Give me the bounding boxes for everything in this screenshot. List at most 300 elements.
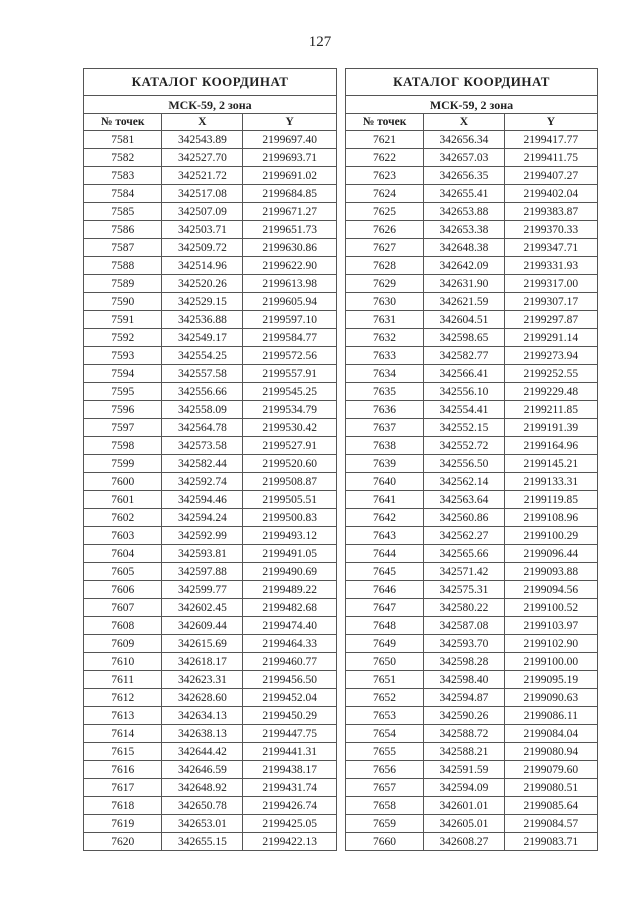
table-row bbox=[84, 293, 337, 311]
y-coordinate: 2199307.17 bbox=[504, 293, 597, 311]
y-coordinate: 2199597.10 bbox=[243, 311, 337, 329]
point-number: 7603 bbox=[84, 527, 162, 545]
header-point-number: № точек bbox=[84, 114, 162, 131]
table-row bbox=[346, 473, 598, 491]
x-coordinate: 342642.09 bbox=[424, 257, 505, 275]
x-coordinate: 342594.09 bbox=[424, 779, 505, 797]
x-coordinate: 342556.66 bbox=[162, 383, 243, 401]
point-number: 7650 bbox=[346, 653, 424, 671]
x-coordinate: 342594.24 bbox=[162, 509, 243, 527]
table-row bbox=[84, 545, 337, 563]
table-row bbox=[346, 761, 598, 779]
table-row bbox=[84, 797, 337, 815]
table-row bbox=[84, 617, 337, 635]
x-coordinate: 342591.59 bbox=[424, 761, 505, 779]
point-number: 7620 bbox=[84, 833, 162, 851]
point-number: 7607 bbox=[84, 599, 162, 617]
x-coordinate: 342631.90 bbox=[424, 275, 505, 293]
table-row bbox=[84, 725, 337, 743]
x-coordinate: 342593.81 bbox=[162, 545, 243, 563]
point-number: 7645 bbox=[346, 563, 424, 581]
x-coordinate: 342509.72 bbox=[162, 239, 243, 257]
y-coordinate: 2199508.87 bbox=[243, 473, 337, 491]
y-coordinate: 2199273.94 bbox=[504, 347, 597, 365]
table-row bbox=[84, 203, 337, 221]
y-coordinate: 2199347.71 bbox=[504, 239, 597, 257]
point-number: 7619 bbox=[84, 815, 162, 833]
point-number: 7622 bbox=[346, 149, 424, 167]
x-coordinate: 342623.31 bbox=[162, 671, 243, 689]
y-coordinate: 2199411.75 bbox=[504, 149, 597, 167]
point-number: 7655 bbox=[346, 743, 424, 761]
point-number: 7601 bbox=[84, 491, 162, 509]
point-number: 7581 bbox=[84, 131, 162, 149]
x-coordinate: 342562.14 bbox=[424, 473, 505, 491]
point-number: 7596 bbox=[84, 401, 162, 419]
table-row bbox=[84, 383, 337, 401]
y-coordinate: 2199651.73 bbox=[243, 221, 337, 239]
point-number: 7586 bbox=[84, 221, 162, 239]
y-coordinate: 2199474.40 bbox=[243, 617, 337, 635]
x-coordinate: 342536.88 bbox=[162, 311, 243, 329]
x-coordinate: 342563.64 bbox=[424, 491, 505, 509]
zone-label: МСК-59, 2 зона bbox=[84, 96, 337, 114]
point-number: 7649 bbox=[346, 635, 424, 653]
table-row bbox=[84, 509, 337, 527]
table-row bbox=[346, 617, 598, 635]
table-row bbox=[84, 455, 337, 473]
table-row bbox=[84, 707, 337, 725]
x-coordinate: 342503.71 bbox=[162, 221, 243, 239]
x-coordinate: 342575.31 bbox=[424, 581, 505, 599]
x-coordinate: 342650.78 bbox=[162, 797, 243, 815]
y-coordinate: 2199093.88 bbox=[504, 563, 597, 581]
table-row bbox=[84, 131, 337, 149]
point-number: 7653 bbox=[346, 707, 424, 725]
point-number: 7595 bbox=[84, 383, 162, 401]
table-row bbox=[346, 131, 598, 149]
point-number: 7629 bbox=[346, 275, 424, 293]
y-coordinate: 2199493.12 bbox=[243, 527, 337, 545]
y-coordinate: 2199622.90 bbox=[243, 257, 337, 275]
x-coordinate: 342521.72 bbox=[162, 167, 243, 185]
table-row bbox=[84, 347, 337, 365]
table-row bbox=[346, 563, 598, 581]
x-coordinate: 342615.69 bbox=[162, 635, 243, 653]
table-row bbox=[346, 185, 598, 203]
table-row bbox=[84, 419, 337, 437]
point-number: 7602 bbox=[84, 509, 162, 527]
x-coordinate: 342588.72 bbox=[424, 725, 505, 743]
table-row bbox=[346, 599, 598, 617]
table-row bbox=[84, 401, 337, 419]
y-coordinate: 2199096.44 bbox=[504, 545, 597, 563]
x-coordinate: 342656.35 bbox=[424, 167, 505, 185]
y-coordinate: 2199422.13 bbox=[243, 833, 337, 851]
point-number: 7582 bbox=[84, 149, 162, 167]
table-row bbox=[346, 491, 598, 509]
table-row bbox=[84, 491, 337, 509]
x-coordinate: 342514.96 bbox=[162, 257, 243, 275]
point-number: 7657 bbox=[346, 779, 424, 797]
y-coordinate: 2199084.57 bbox=[504, 815, 597, 833]
zone-row bbox=[84, 96, 337, 114]
x-coordinate: 342552.72 bbox=[424, 437, 505, 455]
point-number: 7630 bbox=[346, 293, 424, 311]
point-number: 7613 bbox=[84, 707, 162, 725]
y-coordinate: 2199425.05 bbox=[243, 815, 337, 833]
y-coordinate: 2199119.85 bbox=[504, 491, 597, 509]
y-coordinate: 2199438.17 bbox=[243, 761, 337, 779]
header-x: X bbox=[162, 114, 243, 131]
table-row bbox=[84, 743, 337, 761]
y-coordinate: 2199402.04 bbox=[504, 185, 597, 203]
table-row bbox=[84, 329, 337, 347]
x-coordinate: 342517.08 bbox=[162, 185, 243, 203]
table-row bbox=[84, 599, 337, 617]
table-row bbox=[84, 239, 337, 257]
x-coordinate: 342554.25 bbox=[162, 347, 243, 365]
table-row bbox=[346, 545, 598, 563]
point-number: 7626 bbox=[346, 221, 424, 239]
y-coordinate: 2199464.33 bbox=[243, 635, 337, 653]
point-number: 7646 bbox=[346, 581, 424, 599]
table-row bbox=[346, 383, 598, 401]
point-number: 7651 bbox=[346, 671, 424, 689]
table-row bbox=[346, 689, 598, 707]
table-row bbox=[84, 473, 337, 491]
y-coordinate: 2199431.74 bbox=[243, 779, 337, 797]
point-number: 7623 bbox=[346, 167, 424, 185]
header-y: Y bbox=[504, 114, 597, 131]
x-coordinate: 342543.89 bbox=[162, 131, 243, 149]
y-coordinate: 2199490.69 bbox=[243, 563, 337, 581]
table-row bbox=[84, 563, 337, 581]
point-number: 7636 bbox=[346, 401, 424, 419]
x-coordinate: 342646.59 bbox=[162, 761, 243, 779]
point-number: 7628 bbox=[346, 257, 424, 275]
table-title: КАТАЛОГ КООРДИНАТ bbox=[84, 69, 337, 96]
x-coordinate: 342621.59 bbox=[424, 293, 505, 311]
point-number: 7585 bbox=[84, 203, 162, 221]
table-row bbox=[84, 653, 337, 671]
table-row bbox=[346, 239, 598, 257]
y-coordinate: 2199456.50 bbox=[243, 671, 337, 689]
y-coordinate: 2199079.60 bbox=[504, 761, 597, 779]
point-number: 7589 bbox=[84, 275, 162, 293]
table-row bbox=[84, 437, 337, 455]
column-header-row bbox=[84, 114, 337, 131]
x-coordinate: 342599.77 bbox=[162, 581, 243, 599]
y-coordinate: 2199317.00 bbox=[504, 275, 597, 293]
y-coordinate: 2199557.91 bbox=[243, 365, 337, 383]
point-number: 7617 bbox=[84, 779, 162, 797]
point-number: 7611 bbox=[84, 671, 162, 689]
x-coordinate: 342590.26 bbox=[424, 707, 505, 725]
point-number: 7584 bbox=[84, 185, 162, 203]
x-coordinate: 342648.38 bbox=[424, 239, 505, 257]
point-number: 7642 bbox=[346, 509, 424, 527]
point-number: 7648 bbox=[346, 617, 424, 635]
x-coordinate: 342597.88 bbox=[162, 563, 243, 581]
y-coordinate: 2199297.87 bbox=[504, 311, 597, 329]
y-coordinate: 2199613.98 bbox=[243, 275, 337, 293]
point-number: 7599 bbox=[84, 455, 162, 473]
x-coordinate: 342592.99 bbox=[162, 527, 243, 545]
table-row bbox=[346, 815, 598, 833]
point-number: 7616 bbox=[84, 761, 162, 779]
y-coordinate: 2199164.96 bbox=[504, 437, 597, 455]
x-coordinate: 342628.60 bbox=[162, 689, 243, 707]
table-row bbox=[84, 365, 337, 383]
table-title: КАТАЛОГ КООРДИНАТ bbox=[346, 69, 598, 96]
x-coordinate: 342601.01 bbox=[424, 797, 505, 815]
x-coordinate: 342602.45 bbox=[162, 599, 243, 617]
y-coordinate: 2199482.68 bbox=[243, 599, 337, 617]
x-coordinate: 342618.17 bbox=[162, 653, 243, 671]
x-coordinate: 342605.01 bbox=[424, 815, 505, 833]
point-number: 7638 bbox=[346, 437, 424, 455]
point-number: 7640 bbox=[346, 473, 424, 491]
y-coordinate: 2199094.56 bbox=[504, 581, 597, 599]
coordinate-table-right bbox=[345, 68, 598, 851]
y-coordinate: 2199080.51 bbox=[504, 779, 597, 797]
x-coordinate: 342552.15 bbox=[424, 419, 505, 437]
y-coordinate: 2199630.86 bbox=[243, 239, 337, 257]
y-coordinate: 2199407.27 bbox=[504, 167, 597, 185]
table-row bbox=[84, 581, 337, 599]
x-coordinate: 342644.42 bbox=[162, 743, 243, 761]
table-row bbox=[346, 293, 598, 311]
point-number: 7594 bbox=[84, 365, 162, 383]
x-coordinate: 342562.27 bbox=[424, 527, 505, 545]
point-number: 7587 bbox=[84, 239, 162, 257]
table-row bbox=[84, 815, 337, 833]
x-coordinate: 342565.66 bbox=[424, 545, 505, 563]
y-coordinate: 2199530.42 bbox=[243, 419, 337, 437]
y-coordinate: 2199145.21 bbox=[504, 455, 597, 473]
y-coordinate: 2199080.94 bbox=[504, 743, 597, 761]
x-coordinate: 342558.09 bbox=[162, 401, 243, 419]
table-row bbox=[84, 311, 337, 329]
table-row bbox=[346, 419, 598, 437]
y-coordinate: 2199684.85 bbox=[243, 185, 337, 203]
point-number: 7600 bbox=[84, 473, 162, 491]
point-number: 7583 bbox=[84, 167, 162, 185]
x-coordinate: 342656.34 bbox=[424, 131, 505, 149]
y-coordinate: 2199103.97 bbox=[504, 617, 597, 635]
table-title-row bbox=[346, 69, 598, 96]
point-number: 7612 bbox=[84, 689, 162, 707]
x-coordinate: 342556.10 bbox=[424, 383, 505, 401]
point-number: 7627 bbox=[346, 239, 424, 257]
x-coordinate: 342604.51 bbox=[424, 311, 505, 329]
table-row bbox=[346, 365, 598, 383]
table-row bbox=[346, 329, 598, 347]
y-coordinate: 2199605.94 bbox=[243, 293, 337, 311]
table-row bbox=[346, 455, 598, 473]
y-coordinate: 2199691.02 bbox=[243, 167, 337, 185]
x-coordinate: 342560.86 bbox=[424, 509, 505, 527]
y-coordinate: 2199370.33 bbox=[504, 221, 597, 239]
table-row bbox=[346, 203, 598, 221]
table-row bbox=[346, 653, 598, 671]
y-coordinate: 2199417.77 bbox=[504, 131, 597, 149]
table-row bbox=[346, 347, 598, 365]
header-x: X bbox=[424, 114, 505, 131]
y-coordinate: 2199426.74 bbox=[243, 797, 337, 815]
table-row bbox=[346, 149, 598, 167]
point-number: 7632 bbox=[346, 329, 424, 347]
y-coordinate: 2199133.31 bbox=[504, 473, 597, 491]
y-coordinate: 2199191.39 bbox=[504, 419, 597, 437]
x-coordinate: 342527.70 bbox=[162, 149, 243, 167]
table-row bbox=[346, 581, 598, 599]
x-coordinate: 342556.50 bbox=[424, 455, 505, 473]
header-y: Y bbox=[243, 114, 337, 131]
point-number: 7654 bbox=[346, 725, 424, 743]
table-row bbox=[346, 797, 598, 815]
x-coordinate: 342582.77 bbox=[424, 347, 505, 365]
y-coordinate: 2199085.64 bbox=[504, 797, 597, 815]
point-number: 7615 bbox=[84, 743, 162, 761]
point-number: 7609 bbox=[84, 635, 162, 653]
y-coordinate: 2199452.04 bbox=[243, 689, 337, 707]
table-row bbox=[346, 779, 598, 797]
y-coordinate: 2199100.29 bbox=[504, 527, 597, 545]
table-row bbox=[84, 275, 337, 293]
x-coordinate: 342598.40 bbox=[424, 671, 505, 689]
point-number: 7593 bbox=[84, 347, 162, 365]
y-coordinate: 2199450.29 bbox=[243, 707, 337, 725]
y-coordinate: 2199100.52 bbox=[504, 599, 597, 617]
point-number: 7608 bbox=[84, 617, 162, 635]
y-coordinate: 2199211.85 bbox=[504, 401, 597, 419]
table-row bbox=[346, 401, 598, 419]
point-number: 7614 bbox=[84, 725, 162, 743]
x-coordinate: 342564.78 bbox=[162, 419, 243, 437]
y-coordinate: 2199095.19 bbox=[504, 671, 597, 689]
table-body bbox=[84, 69, 337, 851]
point-number: 7597 bbox=[84, 419, 162, 437]
point-number: 7604 bbox=[84, 545, 162, 563]
table-body bbox=[346, 69, 598, 851]
table-row bbox=[346, 527, 598, 545]
point-number: 7641 bbox=[346, 491, 424, 509]
y-coordinate: 2199090.63 bbox=[504, 689, 597, 707]
y-coordinate: 2199447.75 bbox=[243, 725, 337, 743]
x-coordinate: 342657.03 bbox=[424, 149, 505, 167]
x-coordinate: 342529.15 bbox=[162, 293, 243, 311]
point-number: 7631 bbox=[346, 311, 424, 329]
y-coordinate: 2199102.90 bbox=[504, 635, 597, 653]
y-coordinate: 2199520.60 bbox=[243, 455, 337, 473]
table-row bbox=[84, 689, 337, 707]
table-row bbox=[346, 509, 598, 527]
y-coordinate: 2199491.05 bbox=[243, 545, 337, 563]
y-coordinate: 2199697.40 bbox=[243, 131, 337, 149]
x-coordinate: 342582.44 bbox=[162, 455, 243, 473]
point-number: 7637 bbox=[346, 419, 424, 437]
y-coordinate: 2199291.14 bbox=[504, 329, 597, 347]
point-number: 7625 bbox=[346, 203, 424, 221]
table-row bbox=[84, 167, 337, 185]
point-number: 7658 bbox=[346, 797, 424, 815]
table-row bbox=[346, 311, 598, 329]
point-number: 7644 bbox=[346, 545, 424, 563]
x-coordinate: 342634.13 bbox=[162, 707, 243, 725]
x-coordinate: 342594.87 bbox=[424, 689, 505, 707]
point-number: 7660 bbox=[346, 833, 424, 851]
x-coordinate: 342549.17 bbox=[162, 329, 243, 347]
table-row bbox=[84, 185, 337, 203]
table-title-row bbox=[84, 69, 337, 96]
zone-row bbox=[346, 96, 598, 114]
y-coordinate: 2199331.93 bbox=[504, 257, 597, 275]
point-number: 7590 bbox=[84, 293, 162, 311]
x-coordinate: 342655.15 bbox=[162, 833, 243, 851]
header-point-number: № точек bbox=[346, 114, 424, 131]
x-coordinate: 342571.42 bbox=[424, 563, 505, 581]
point-number: 7592 bbox=[84, 329, 162, 347]
table-row bbox=[346, 221, 598, 239]
y-coordinate: 2199383.87 bbox=[504, 203, 597, 221]
point-number: 7606 bbox=[84, 581, 162, 599]
x-coordinate: 342520.26 bbox=[162, 275, 243, 293]
table-row bbox=[84, 761, 337, 779]
x-coordinate: 342593.70 bbox=[424, 635, 505, 653]
x-coordinate: 342608.27 bbox=[424, 833, 505, 851]
table-row bbox=[84, 221, 337, 239]
point-number: 7647 bbox=[346, 599, 424, 617]
y-coordinate: 2199460.77 bbox=[243, 653, 337, 671]
table-row bbox=[84, 833, 337, 851]
column-header-row bbox=[346, 114, 598, 131]
x-coordinate: 342557.58 bbox=[162, 365, 243, 383]
x-coordinate: 342507.09 bbox=[162, 203, 243, 221]
y-coordinate: 2199527.91 bbox=[243, 437, 337, 455]
y-coordinate: 2199500.83 bbox=[243, 509, 337, 527]
x-coordinate: 342573.58 bbox=[162, 437, 243, 455]
table-row bbox=[346, 635, 598, 653]
y-coordinate: 2199252.55 bbox=[504, 365, 597, 383]
coordinate-table-left bbox=[83, 68, 337, 851]
x-coordinate: 342648.92 bbox=[162, 779, 243, 797]
table-row bbox=[84, 635, 337, 653]
x-coordinate: 342653.38 bbox=[424, 221, 505, 239]
x-coordinate: 342638.13 bbox=[162, 725, 243, 743]
x-coordinate: 342655.41 bbox=[424, 185, 505, 203]
y-coordinate: 2199545.25 bbox=[243, 383, 337, 401]
point-number: 7588 bbox=[84, 257, 162, 275]
table-row bbox=[346, 671, 598, 689]
point-number: 7605 bbox=[84, 563, 162, 581]
table-row bbox=[346, 275, 598, 293]
point-number: 7639 bbox=[346, 455, 424, 473]
y-coordinate: 2199505.51 bbox=[243, 491, 337, 509]
x-coordinate: 342598.65 bbox=[424, 329, 505, 347]
point-number: 7634 bbox=[346, 365, 424, 383]
y-coordinate: 2199100.00 bbox=[504, 653, 597, 671]
table-row bbox=[346, 437, 598, 455]
x-coordinate: 342653.88 bbox=[424, 203, 505, 221]
x-coordinate: 342594.46 bbox=[162, 491, 243, 509]
point-number: 7652 bbox=[346, 689, 424, 707]
point-number: 7591 bbox=[84, 311, 162, 329]
table-row bbox=[346, 257, 598, 275]
table-row bbox=[84, 149, 337, 167]
y-coordinate: 2199229.48 bbox=[504, 383, 597, 401]
